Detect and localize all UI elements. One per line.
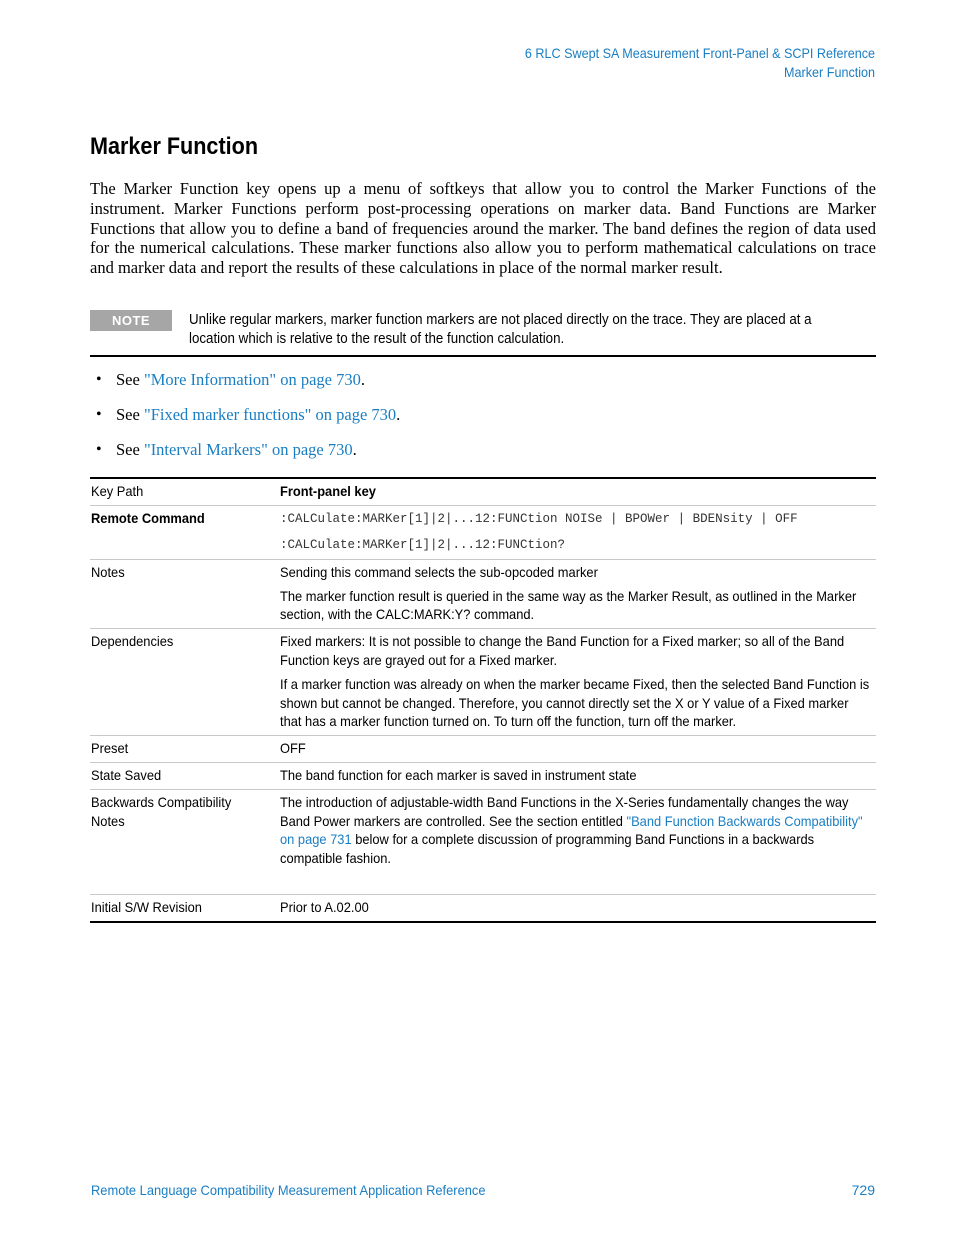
row-value bbox=[279, 736, 876, 763]
page-number: 729 bbox=[851, 1182, 875, 1198]
row-value bbox=[279, 505, 876, 559]
table-row bbox=[90, 736, 876, 763]
notes-p1: Sending this command selects the sub-opcoded marker bbox=[280, 563, 598, 580]
page-title: Marker Function bbox=[90, 133, 259, 160]
link-more-information[interactable]: "More Information" on page 730 bbox=[143, 370, 361, 389]
row-value bbox=[279, 789, 876, 894]
state-saved-value: The band function for each marker is saved in instrument state bbox=[280, 766, 637, 783]
see-prefix: See bbox=[116, 405, 144, 424]
row-value bbox=[279, 629, 876, 736]
list-item bbox=[90, 370, 400, 405]
spec-table bbox=[90, 477, 876, 923]
running-header bbox=[525, 44, 875, 82]
remote-command-query: :CALCulate:MARKer[1]|2|...12:FUNCtion? bbox=[280, 537, 566, 552]
note-badge: NOTE bbox=[90, 310, 172, 331]
row-value bbox=[279, 559, 876, 628]
link-interval-markers[interactable]: "Interval Markers" on page 730 bbox=[143, 440, 353, 459]
row-label: Dependencies bbox=[90, 629, 279, 736]
notes-p2: The marker function result is queried in the same way as the Marker Result, as outlined in the Marker section, with the CALC:MARK:Y? command. bbox=[280, 587, 857, 623]
table-row bbox=[90, 559, 876, 628]
link-fixed-marker-functions[interactable]: "Fixed marker functions" on page 730 bbox=[143, 405, 397, 424]
preset-value: OFF bbox=[280, 740, 306, 757]
see-suffix: . bbox=[360, 370, 365, 389]
row-label: Notes bbox=[90, 559, 279, 628]
dependencies-p2: If a marker function was already on when the marker became Fixed, then the selected Band Function is shown but cannot be changed. Therefore, you cannot directly set the X or Y value of a Fixed marker that has a marker function turned on. To turn off the function, turn off the marker. bbox=[280, 675, 870, 730]
see-suffix: . bbox=[396, 405, 401, 424]
table-row bbox=[90, 789, 876, 894]
note-box bbox=[90, 309, 876, 357]
see-prefix: See bbox=[116, 440, 144, 459]
see-also-list bbox=[90, 370, 400, 475]
table-row bbox=[90, 478, 876, 505]
table-row bbox=[90, 894, 876, 921]
row-label: Remote Command bbox=[90, 505, 279, 559]
table-row bbox=[90, 505, 876, 559]
row-label: State Saved bbox=[90, 762, 279, 789]
footer-doc-title: Remote Language Compatibility Measurement Application Reference bbox=[91, 1182, 486, 1198]
row-label: Key Path bbox=[90, 478, 279, 505]
intro-paragraph: The Marker Function key opens up a menu of softkeys that allow you to control the Marker Functions of the instrument. Marker Functions perform post-processing operations on marker data. Band Functions are Marker Functions that allow you to define a band of frequencies around the marker. The band defines the region of data used for the numerical calculations. These marker functions also allow you to perform mathematical calculations on trace and marker data and report the results of these calculations in place of the normal marker result. bbox=[90, 179, 876, 278]
list-item bbox=[90, 405, 400, 440]
header-section: Marker Function bbox=[783, 64, 875, 80]
row-value bbox=[279, 894, 876, 921]
note-text: Unlike regular markers, marker function markers are not placed directly on the trace. They are placed at a location which is relative to the result of the function calculation. bbox=[189, 312, 812, 347]
see-prefix: See bbox=[116, 370, 144, 389]
key-path-value: Front-panel key bbox=[280, 483, 376, 499]
row-value bbox=[279, 478, 876, 505]
table-row bbox=[90, 762, 876, 789]
row-label: Initial S/W Revision bbox=[91, 898, 202, 915]
dependencies-p1: Fixed markers: It is not possible to change the Band Function for a Fixed marker; so all of the Band Function keys are grayed out for a Fixed marker. bbox=[280, 633, 845, 668]
header-chapter: 6 RLC Swept SA Measurement Front-Panel & SCPI Reference bbox=[524, 45, 875, 61]
list-item bbox=[90, 440, 400, 475]
row-label: Preset bbox=[90, 736, 279, 763]
backwards-text-before: The introduction of adjustable-width Band Functions in the X-Series fundamentally changes the way Band Power markers are controlled. See the section entitled bbox=[280, 793, 849, 829]
row-label: Backwards Compatibility Notes bbox=[90, 789, 279, 894]
remote-command-set: :CALCulate:MARKer[1]|2|...12:FUNCtion NOISe | BPOWer | BDENsity | OFF bbox=[280, 511, 798, 526]
initial-rev-value: Prior to A.02.00 bbox=[280, 898, 369, 915]
table-row bbox=[90, 629, 876, 736]
see-suffix: . bbox=[352, 440, 357, 459]
link-band-function-backwards[interactable]: "Band Function Backwards Compatibility" on page 731 bbox=[280, 812, 863, 848]
backwards-text-after: below for a complete discussion of programming Band Functions in a backwards compatible fashion. bbox=[280, 831, 815, 867]
row-value bbox=[279, 762, 876, 789]
